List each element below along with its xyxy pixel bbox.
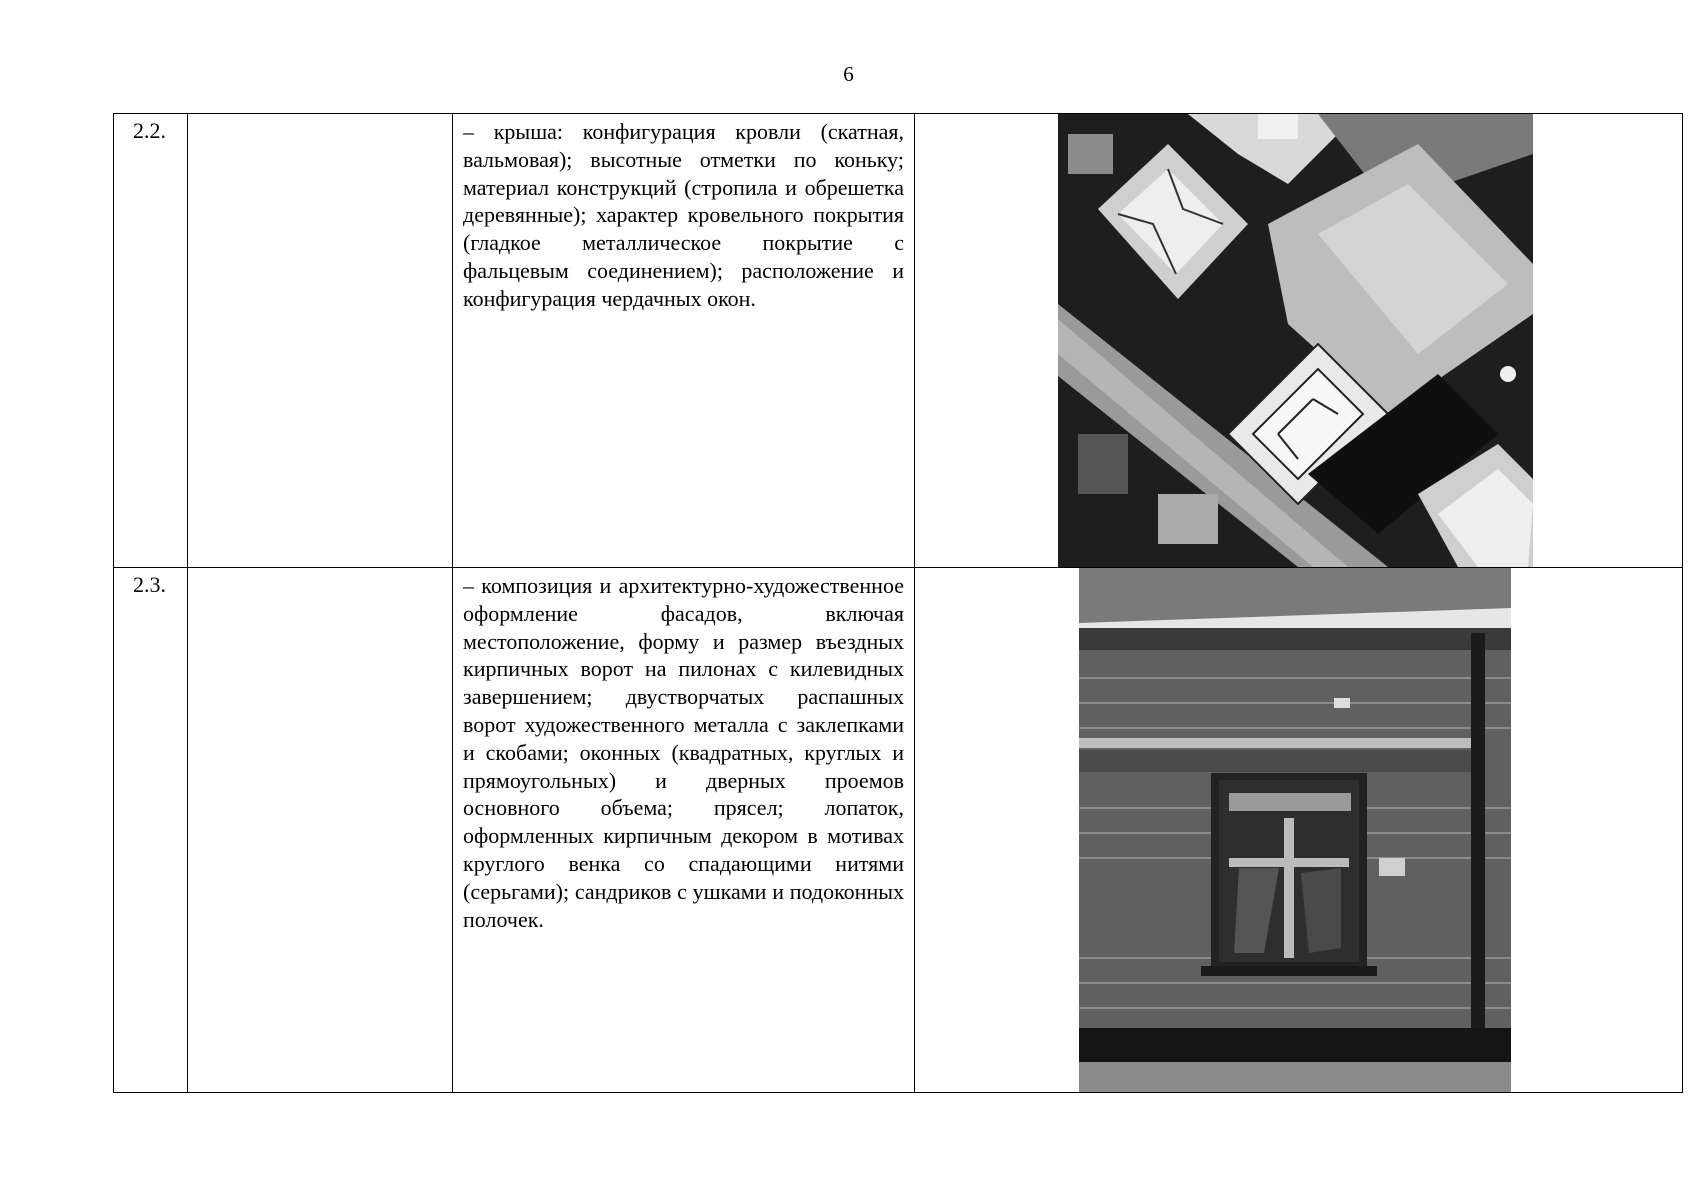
row-description: – крыша: конфигурация кровли (скатная, вальмовая); высотные отметки по коньку; материал конструкций (стропила и обрешетка деревянные); характер кровельного покрытия (гладкое металлическое покрытие с фальцевым соединением); расположение и конфигурация чердачных окон.	[453, 114, 915, 568]
facade-window-image	[1079, 568, 1511, 1092]
row-number: 2.3.	[114, 568, 188, 1093]
table-row	[114, 114, 1683, 568]
facade-window-photo	[1079, 568, 1511, 1092]
page-number: 6	[843, 62, 854, 86]
aerial-roof-photo	[1058, 114, 1533, 567]
row-number: 2.2.	[114, 114, 188, 568]
row-name-cell	[188, 114, 453, 568]
table-row	[114, 568, 1683, 1093]
monument-features-table	[113, 113, 1683, 1093]
row-photo-cell	[915, 114, 1683, 568]
aerial-roof-image	[1058, 114, 1533, 567]
row-description: – композиция и архитектурно-художественное оформление фасадов, включая местоположение, форму и размер въездных кирпичных ворот на пилонах с килевидных завершением; двустворчатых распашных ворот художественного металла с заклепками и скобами; оконных (квадратных, круглых и прямоугольных) и дверных проемов основного объема; прясел; лопаток, оформленных кирпичным декором в мотивах круглого венка со спадающими нитями (серьгами); сандриков с ушками и подоконных полочек.	[453, 568, 915, 1093]
row-name-cell	[188, 568, 453, 1093]
row-photo-cell	[915, 568, 1683, 1093]
